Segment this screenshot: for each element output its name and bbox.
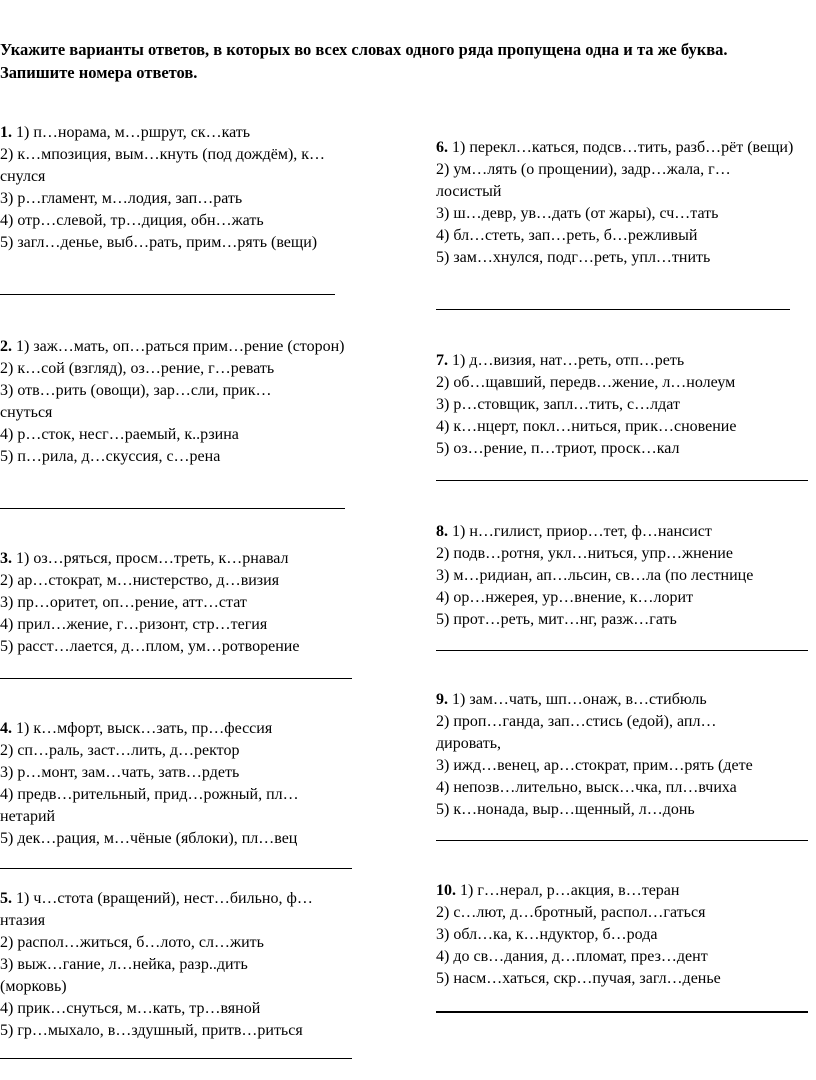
task-number: 6. (436, 139, 448, 156)
instruction-heading: Укажите варианты ответов, в которых во всех словах одного ряда пропущена одна и та же буква. Запишите номера ответов. (0, 40, 728, 82)
answer-option: 3) ш…девр, ув…дать (от жары), сч…тать (436, 205, 719, 222)
answer-option: 3) р…гламент, м…лодия, зап…рать (0, 190, 243, 207)
task-number: 2. (0, 338, 12, 355)
task-number: 8. (436, 523, 448, 540)
answer-option: 5) расст…лается, д…плом, ум…ротворение (0, 638, 300, 655)
answer-option: 5) загл…денье, выб…рать, прим…рять (вещи) (0, 234, 318, 251)
answer-option: 3) ижд…венец, ар…стократ, прим…рять (дете (436, 757, 753, 774)
task-4 (0, 718, 375, 850)
task-10 (436, 880, 814, 990)
answer-option: 5) насм…хаться, скр…пучая, загл…денье (436, 970, 721, 987)
answer-line (436, 840, 808, 841)
answer-option: 5) оз…рение, п…триот, проск…кал (436, 440, 680, 457)
answer-option: 3) обл…ка, к…ндуктор, б…рода (436, 926, 658, 943)
answer-option: 1) п…норама, м…ршрут, ск…кать (16, 124, 251, 141)
answer-option: 5) прот…реть, мит…нг, разж…гать (436, 611, 677, 628)
answer-line (436, 1011, 808, 1013)
answer-option: 3) р…стовщик, запл…тить, с…лдат (436, 396, 680, 413)
answer-option: 2) к…мпозиция, вым…кнуть (под дождём), к…снулся (0, 146, 326, 185)
answer-option: 5) п…рила, д…скуссия, с…рена (0, 448, 221, 465)
answer-option: 4) прик…снуться, м…кать, тр…вяной (0, 1000, 261, 1017)
task-9 (436, 689, 816, 821)
answer-option: 2) ум…лять (о прощении), задр…жала, г…лосистый (436, 161, 731, 200)
answer-option: 3) пр…оритет, оп…рение, атт…стат (0, 594, 247, 611)
answer-line (436, 309, 790, 310)
task-6 (436, 137, 814, 269)
answer-option: 2) ар…стократ, м…нистерство, д…визия (0, 572, 280, 589)
answer-option: 4) прил…жение, г…ризонт, стр…тегия (0, 616, 268, 633)
answer-option: 1) перекл…каться, подсв…тить, разб…рёт (вещи) (452, 139, 794, 156)
answer-option: 2) с…лют, д…бротный, распол…гаться (436, 904, 706, 921)
task-5 (0, 888, 375, 1042)
answer-option: 1) к…мфорт, выск…зать, пр…фессия (16, 720, 273, 737)
answer-option: 4) бл…стеть, зап…реть, б…режливый (436, 227, 698, 244)
answer-option: 5) зам…хнулся, подг…реть, упл…тнить (436, 249, 711, 266)
answer-option: 3) р…монт, зам…чать, затв…рдеть (0, 764, 240, 781)
answer-option: 4) до св…дания, д…пломат, през…дент (436, 948, 708, 965)
answer-option: 2) об…щавший, передв…жение, л…нолеум (436, 374, 736, 391)
answer-option: 4) отр…слевой, тр…диция, обн…жать (0, 212, 264, 229)
answer-option: 4) непозв…лительно, выск…чка, пл…вчиха (436, 779, 737, 796)
answer-option: 1) ч…стота (вращений), нест…бильно, ф…нтазия (0, 890, 313, 929)
answer-option: 4) к…нцерт, покл…ниться, прик…сновение (436, 418, 737, 435)
answer-option: 1) н…гилист, приор…тет, ф…нансист (452, 523, 712, 540)
answer-option: 5) к…нонада, выр…щенный, л…донь (436, 801, 695, 818)
answer-option: 1) г…нерал, р…акция, в…теран (460, 882, 680, 899)
answer-option: 2) к…сой (взгляд), оз…рение, г…ревать (0, 360, 275, 377)
task-1 (0, 122, 375, 254)
answer-option: 5) гр…мыхало, в…здушный, притв…риться (0, 1022, 303, 1039)
answer-option: 5) дек…рация, м…чёные (яблоки), пл…вец (0, 830, 298, 847)
answer-line (0, 1058, 352, 1059)
task-7 (436, 350, 814, 460)
answer-line (0, 678, 352, 679)
answer-line (0, 868, 352, 869)
task-number: 1. (0, 124, 12, 141)
answer-line (0, 294, 335, 295)
answer-option: 2) распол…житься, б…лото, сл…жить (0, 934, 264, 951)
task-number: 3. (0, 550, 12, 567)
task-number: 4. (0, 720, 12, 737)
task-3 (0, 548, 375, 658)
task-number: 5. (0, 890, 12, 907)
task-number: 9. (436, 691, 448, 708)
answer-option: 1) зам…чать, шп…онаж, в…стибюль (452, 691, 707, 708)
answer-option: 4) ор…нжерея, ур…внение, к…лорит (436, 589, 694, 606)
task-number: 7. (436, 352, 448, 369)
task-8 (436, 521, 816, 631)
answer-option: 1) заж…мать, оп…раться прим…рение (сторон) (16, 338, 345, 355)
answer-option: 3) м…ридиан, ап…льсин, св…ла (по лестнице (436, 567, 754, 584)
answer-option: 2) сп…раль, заст…лить, д…ректор (0, 742, 240, 759)
answer-option: 2) проп…ганда, зап…стись (едой), апл…дировать, (436, 713, 717, 752)
task-2 (0, 336, 375, 468)
answer-option: 4) предв…рительный, прид…рожный, пл…нетарий (0, 786, 299, 825)
answer-option: 3) выж…гание, л…нейка, разр..дить (морковь) (0, 956, 248, 995)
answer-line (436, 480, 808, 481)
answer-line (436, 650, 808, 651)
answer-option: 2) подв…ротня, укл…ниться, упр…жнение (436, 545, 733, 562)
answer-option: 1) д…визия, нат…реть, отп…реть (452, 352, 685, 369)
answer-option: 3) отв…рить (овощи), зар…сли, прик…снуться (0, 382, 272, 421)
task-number: 10. (436, 882, 456, 899)
answer-line (0, 508, 345, 509)
answer-option: 1) оз…ряться, просм…треть, к…рнавал (16, 550, 289, 567)
answer-option: 4) р…сток, несг…раемый, к..рзина (0, 426, 239, 443)
